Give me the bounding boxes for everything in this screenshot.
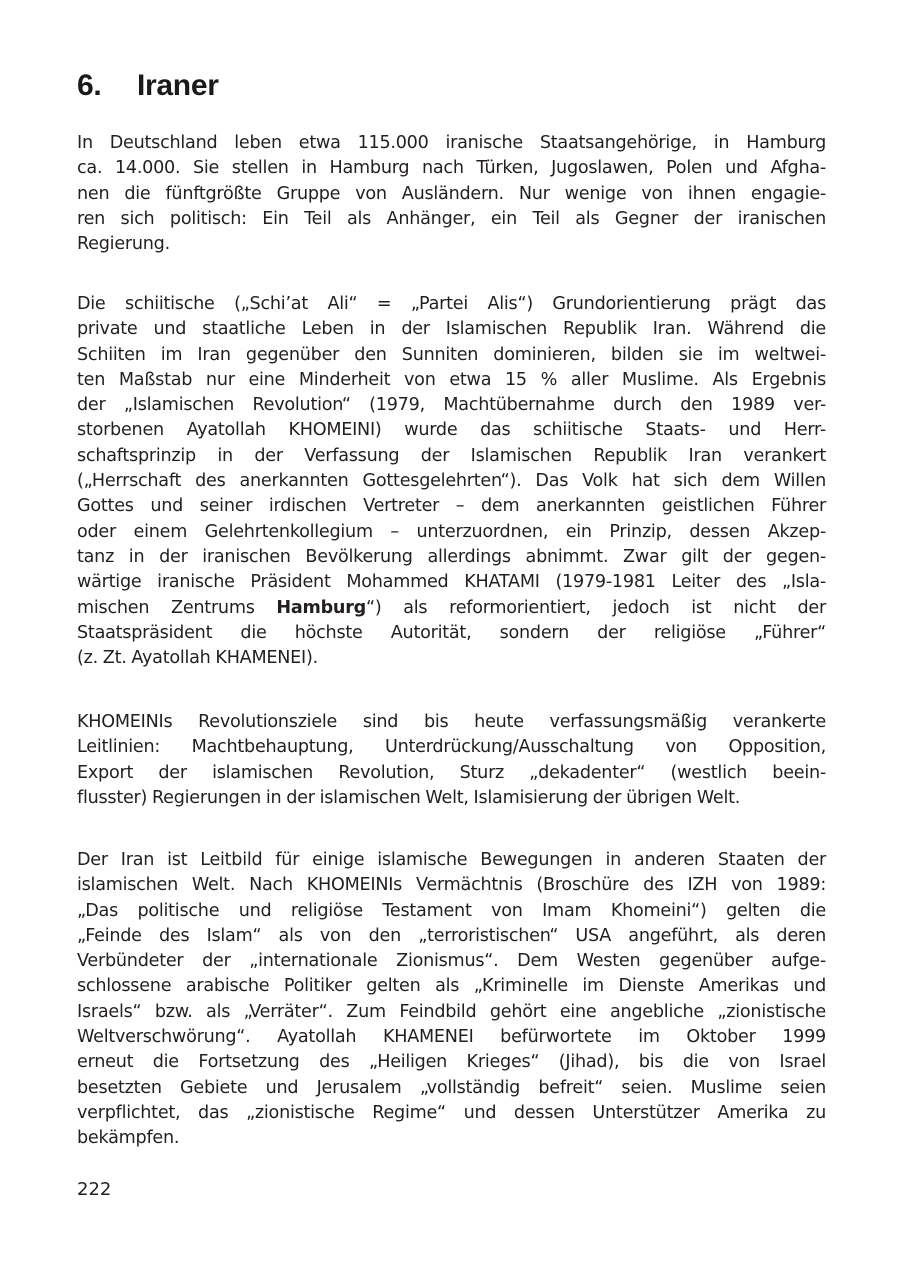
- paragraph-1: [77, 131, 826, 257]
- paragraph-3: [77, 710, 826, 811]
- paragraph-4: [77, 848, 826, 1152]
- section-number: 6.: [77, 69, 102, 102]
- text-line-with-emphasis: [77, 596, 826, 621]
- text-line: Schiiten im Iran gegenüber den Sunniten dominieren, bilden sie im weltwei-: [77, 344, 826, 365]
- text-line: Gottes und seiner irdischen Vertreter – dem anerkannten geistlichen Führer: [77, 496, 826, 517]
- text-line: Staatspräsident die höchste Autorität, sondern der religiöse „Führer“: [77, 622, 826, 643]
- text-line: erneut die Fortsetzung des „Heiligen Krieges“ (Jihad), bis die von Israel: [77, 1052, 826, 1073]
- text-segment: mischen Zentrums: [77, 597, 277, 618]
- text-line: Leitlinien: Machtbehauptung, Unterdrückung/Ausschaltung von Opposition,: [77, 737, 826, 758]
- text-line: In Deutschland leben etwa 115.000 iranische Staatsangehörige, in Hamburg: [77, 133, 826, 153]
- text-line: ca. 14.000. Sie stellen in Hamburg nach Türken, Jugoslawen, Polen und Afgha-: [77, 158, 826, 179]
- text-line: Die schiitische („Schi’at Ali“ = „Partei Alis“) Grundorientierung prägt das: [77, 294, 826, 314]
- text-line: verpflichtet, das „zionistische Regime“ und dessen Unterstützer Amerika zu: [77, 1102, 826, 1123]
- text-line: islamischen Welt. Nach KHOMEINIs Vermächtnis (Broschüre des IZH von 1989:: [77, 875, 826, 896]
- text-line: KHOMEINIs Revolutionsziele sind bis heute verfassungsmäßig verankerte: [77, 712, 826, 732]
- text-line: „Feinde des Islam“ als von den „terroristischen“ USA angeführt, als deren: [77, 925, 826, 946]
- text-line: der „Islamischen Revolution“ (1979, Machtübernahme durch den 1989 ver-: [77, 395, 826, 416]
- text-line: „Das politische und religiöse Testament von Imam Khomeini“) gelten die: [77, 900, 826, 921]
- section-heading: [77, 66, 219, 106]
- text-line: (z. Zt. Ayatollah KHAMENEI).: [77, 648, 318, 669]
- text-line: oder einem Gelehrtenkollegium – unterzuordnen, ein Prinzip, dessen Akzep-: [77, 521, 826, 542]
- text-line: nen die fünftgrößte Gruppe von Ausländern. Nur wenige von ihnen engagie-: [77, 183, 826, 204]
- emphasis-hamburg: Hamburg: [276, 597, 366, 618]
- text-line: Export der islamischen Revolution, Sturz „dekadenter“ (westlich beein-: [77, 762, 826, 783]
- text-line: Weltverschwörung“. Ayatollah KHAMENEI befürwortete im Oktober 1999: [77, 1027, 826, 1048]
- text-line: („Herrschaft des anerkannten Gottesgelehrten“). Das Volk hat sich dem Willen: [77, 471, 826, 492]
- text-line: Israels“ bzw. als „Verräter“. Zum Feindbild gehört eine angebliche „zionistische: [77, 1001, 826, 1022]
- section-title: Iraner: [137, 69, 219, 102]
- text-line: Verbündeter der „internationale Zionismus“. Dem Westen gegenüber aufge-: [77, 951, 826, 972]
- text-line: bekämpfen.: [77, 1128, 180, 1149]
- text-line: private und staatliche Leben in der Islamischen Republik Iran. Während die: [77, 319, 826, 340]
- text-line: schlossene arabische Politiker gelten als „Kriminelle im Dienste Amerikas und: [77, 976, 826, 997]
- text-line: Regierung.: [77, 234, 170, 255]
- paragraph-2: [77, 292, 826, 671]
- text-line: besetzten Gebiete und Jerusalem „vollständig befreit“ seien. Muslime seien: [77, 1077, 826, 1098]
- text-line: flusster) Regierungen in der islamischen Welt, Islamisierung der übrigen Welt.: [77, 787, 741, 808]
- text-line: ren sich politisch: Ein Teil als Anhänger, ein Teil als Gegner der iranischen: [77, 208, 826, 229]
- text-line: schaftsprinzip in der Verfassung der Islamischen Republik Iran verankert: [77, 445, 826, 466]
- page-number: 222: [77, 1179, 112, 1200]
- text-segment: “) als reformorientiert, jedoch ist nicht der: [365, 597, 826, 618]
- text-line: storbenen Ayatollah KHOMEINI) wurde das schiitische Staats- und Herr-: [77, 420, 826, 441]
- text-line: wärtige iranische Präsident Mohammed KHATAMI (1979-1981 Leiter des „Isla-: [77, 572, 826, 593]
- text-line: ten Maßstab nur eine Minderheit von etwa 15 % aller Muslime. Als Ergebnis: [77, 369, 826, 390]
- text-line: tanz in der iranischen Bevölkerung allerdings abnimmt. Zwar gilt der gegen-: [77, 546, 826, 567]
- text-line: Der Iran ist Leitbild für einige islamische Bewegungen in anderen Staaten der: [77, 850, 826, 870]
- document-page: [77, 0, 826, 1278]
